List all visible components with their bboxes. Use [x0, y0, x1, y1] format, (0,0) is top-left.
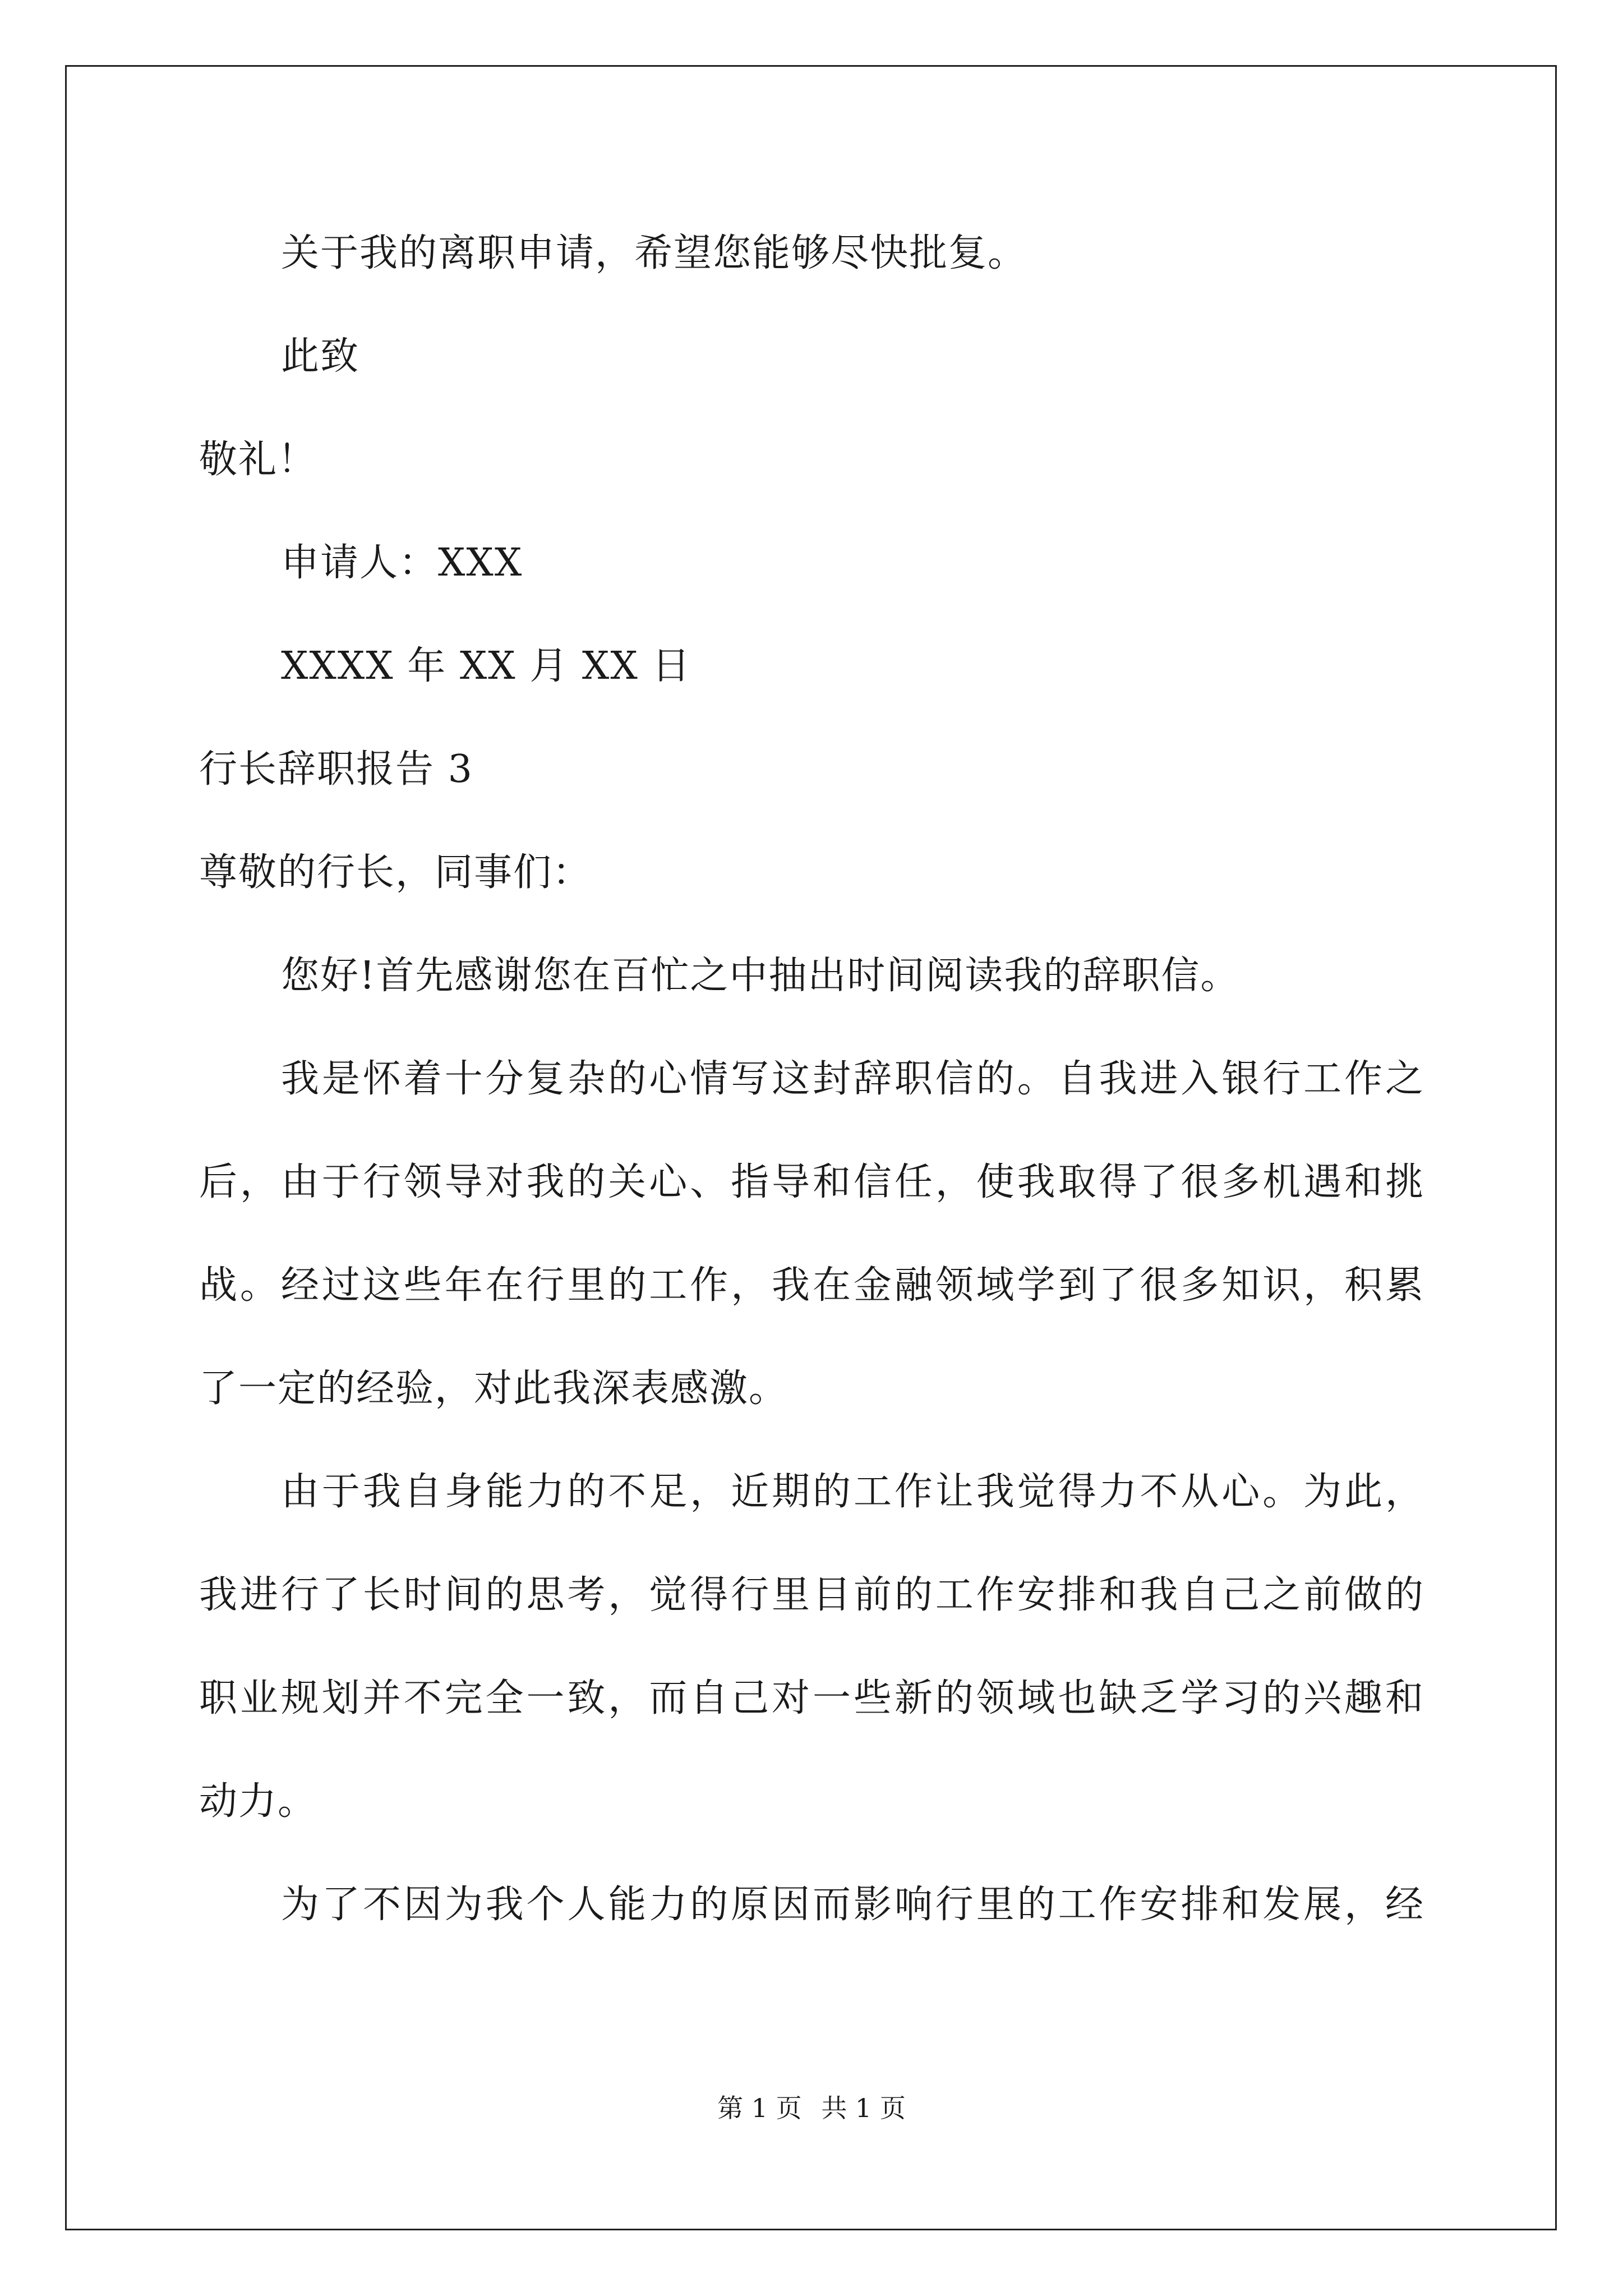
page-number: 第 1 页	[717, 2093, 802, 2123]
text-line-salutation: 敬礼！	[199, 438, 317, 482]
text-line-greeting: 尊敬的行长，同事们：	[199, 850, 592, 895]
text-line-closing: 此致	[281, 334, 360, 379]
text-line-thanks: 您好!首先感谢您在百忙之中抽出时间阅读我的辞职信。	[281, 954, 1240, 998]
paragraph-line: 我进行了长时间的思考，觉得行里目前的工作安排和我自己之前做的	[199, 1573, 1424, 1617]
paragraph-line: 由于我自身能力的不足，近期的工作让我觉得力不从心。为此，	[281, 1470, 1424, 1514]
text-line-approval-request: 关于我的离职申请，希望您能够尽快批复。	[281, 231, 1027, 275]
paragraph-line: 为了不因为我个人能力的原因而影响行里的工作安排和发展，经	[281, 1883, 1424, 1927]
section-title: 行长辞职报告 3	[199, 747, 473, 792]
paragraph-line: 职业规划并不完全一致，而自己对一些新的领域也缺乏学习的兴趣和	[199, 1676, 1424, 1720]
paragraph-line: 我是怀着十分复杂的心情写这封辞职信的。自我进入银行工作之	[281, 1057, 1424, 1101]
paragraph-line: 了一定的经验，对此我深表感激。	[199, 1366, 789, 1411]
text-line-date: XXXX 年 XX 月 XX 日	[281, 644, 691, 688]
page-footer	[0, 2095, 1623, 2121]
text-line-applicant: 申请人：XXX	[281, 541, 523, 585]
paragraph-line: 战。经过这些年在行里的工作，我在金融领域学到了很多知识，积累	[199, 1263, 1424, 1308]
paragraph-line: 后，由于行领导对我的关心、指导和信任，使我取得了很多机遇和挑	[199, 1160, 1424, 1204]
paragraph-line: 动力。	[199, 1779, 317, 1824]
page-total: 共 1 页	[821, 2093, 906, 2123]
